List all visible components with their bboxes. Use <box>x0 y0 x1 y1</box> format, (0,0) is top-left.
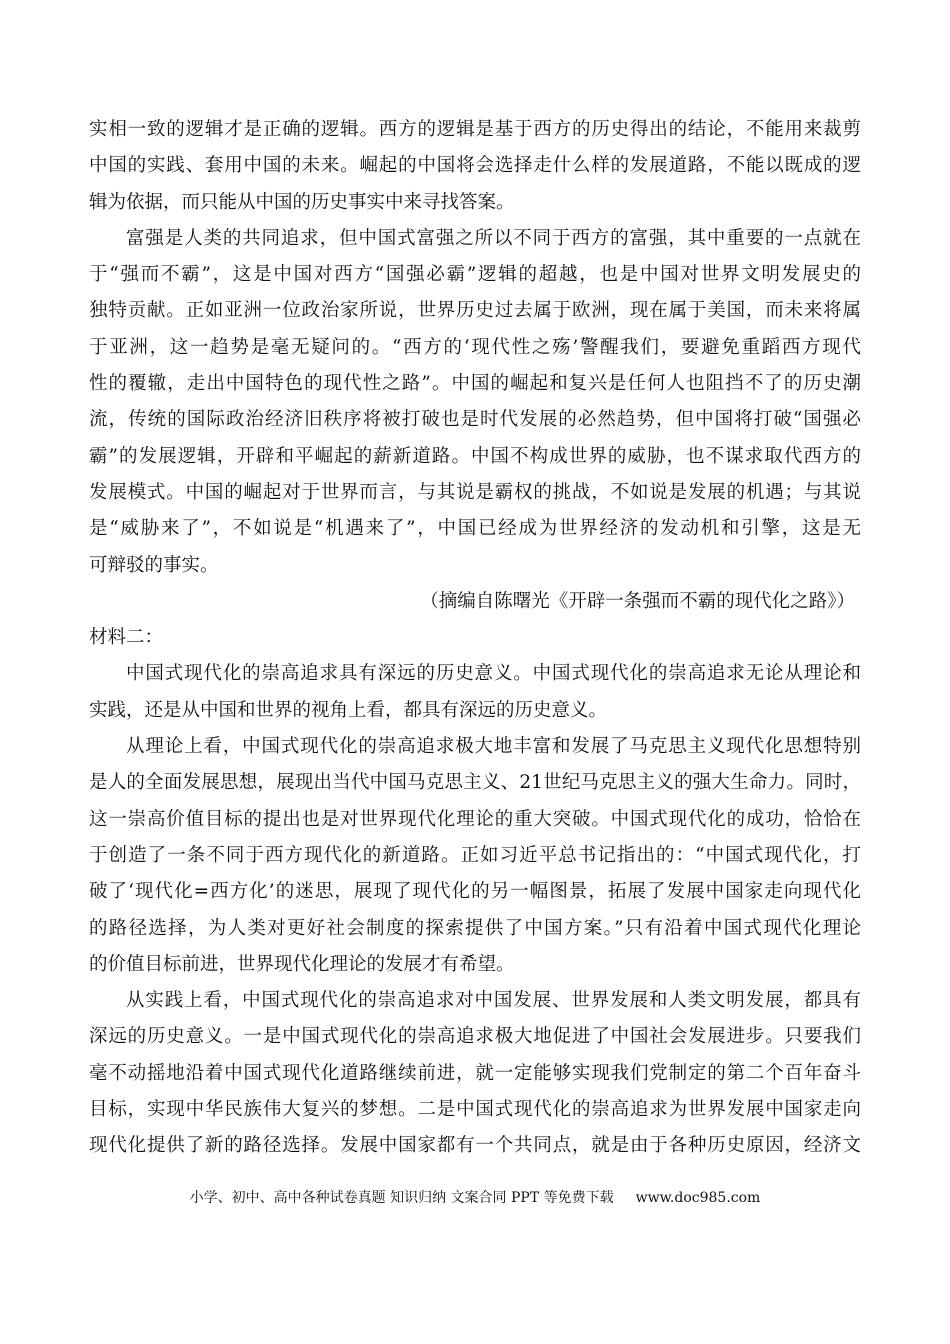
footer-text: 小学、初中、高中各种试卷真题 知识归纳 文案合同 PPT 等免费下载 <box>189 1190 614 1206</box>
text-line: 可辩驳的事实。 <box>89 554 219 576</box>
text-line: 实相一致的逻辑才是正确的逻辑。西方的逻辑是基于西方的历史得出的结论，不能用来裁剪 <box>89 119 861 140</box>
text-line: 辑为依据，而只能从中国的历史事实中来寻找答案。 <box>89 191 515 213</box>
footer-url[interactable]: www.doc985.com <box>635 1190 761 1206</box>
page-footer <box>0 1188 950 1208</box>
text-line: 中国的实践、套用中国的未来。崛起的中国将会选择走什么样的发展道路，不能以既成的逻 <box>89 155 861 177</box>
text-line: 实践，还是从中国和世界的视角上看，都具有深远的历史意义。 <box>89 699 608 721</box>
text-line: 霸”的发展逻辑，开辟和平崛起的薪新道路。中国不构成世界的威胁，也不谋求取代西方的 <box>89 445 861 467</box>
text-line: 这一崇高价值目标的提出也是对世界现代化理论的重大突破。中国式现代化的成功，恰恰在 <box>89 808 861 830</box>
text-line: 富强是人类的共同追求，但中国式富强之所以不同于西方的富强，其中重要的一点就在 <box>126 227 861 249</box>
text-line: 是“威胁来了”，不如说是“机遇来了”，中国已经成为世界经济的发动机和引擎，这是无 <box>89 518 861 540</box>
text-line: 破了‘现代化=西方化’的迷思，展现了现代化的另一幅图景，拓展了发展中国家走向现代化 <box>89 881 861 903</box>
text-line: 从理论上看，中国式现代化的崇高追求极大地丰富和发展了马克思主义现代化思想特别 <box>126 736 861 758</box>
text-line: 深远的历史意义。一是中国式现代化的崇高追求极大地促进了中国社会发展进步。只要我们 <box>89 1026 861 1048</box>
text-line: 流，传统的国际政治经济旧秩序将被打破也是时代发展的必然趋势，但中国将打破“国强必 <box>89 409 861 431</box>
text-line: 是人的全面发展思想，展现出当代中国马克思主义、21世纪马克思主义的强大生命力。同时， <box>89 772 861 794</box>
source-citation: （摘编自陈曙光《开辟一条强而不霸的现代化之路》） <box>420 590 855 612</box>
text-line: 毫不动摇地沿着中国式现代化道路继续前进，就一定能够实现我们党制定的第二个百年奋斗 <box>89 1062 861 1084</box>
text-line: 于创造了一条不同于西方现代化的新道路。正如习近平总书记指出的：“中国式现代化，打 <box>89 844 861 866</box>
text-line: 于“强而不霸”，这是中国对西方“国强必霸”逻辑的超越，也是中国对世界文明发展史的 <box>89 264 861 286</box>
text-line: 目标，实现中华民族伟大复兴的梦想。二是中国式现代化的崇高追求为世界发展中国家走向 <box>89 1099 861 1121</box>
text-line: 于亚洲，这一趋势是毫无疑问的。“西方的‘现代性之殇’警醒我们，要避免重蹈西方现代 <box>89 336 861 358</box>
text-line: 中国式现代化的崇高追求具有深远的历史意义。中国式现代化的崇高追求无论从理论和 <box>126 663 861 685</box>
text-line: 的价值目标前进，世界现代化理论的发展才有希望。 <box>89 953 515 975</box>
document-body <box>89 112 861 1165</box>
section-heading: 材料二： <box>89 627 164 649</box>
text-line: 从实践上看，中国式现代化的崇高追求对中国发展、世界发展和人类文明发展，都具有 <box>126 990 861 1012</box>
text-line: 性的覆辙，走出中国特色的现代性之路”。中国的崛起和复兴是任何人也阻挡不了的历史潮 <box>89 373 861 395</box>
text-line: 的路径选择，为人类对更好社会制度的探索提供了中国方案。”只有沿着中国式现代化理论 <box>89 917 861 939</box>
text-line: 发展模式。中国的崛起对于世界而言，与其说是霸权的挑战，不如说是发展的机遇；与其说 <box>89 481 861 503</box>
text-line: 独特贡献。正如亚洲一位政治家所说，世界历史过去属于欧洲，现在属于美国，而未来将属 <box>89 300 861 322</box>
text-line: 现代化提供了新的路径选择。发展中国家都有一个共同点，就是由于各种历史原因，经济文 <box>89 1135 861 1157</box>
